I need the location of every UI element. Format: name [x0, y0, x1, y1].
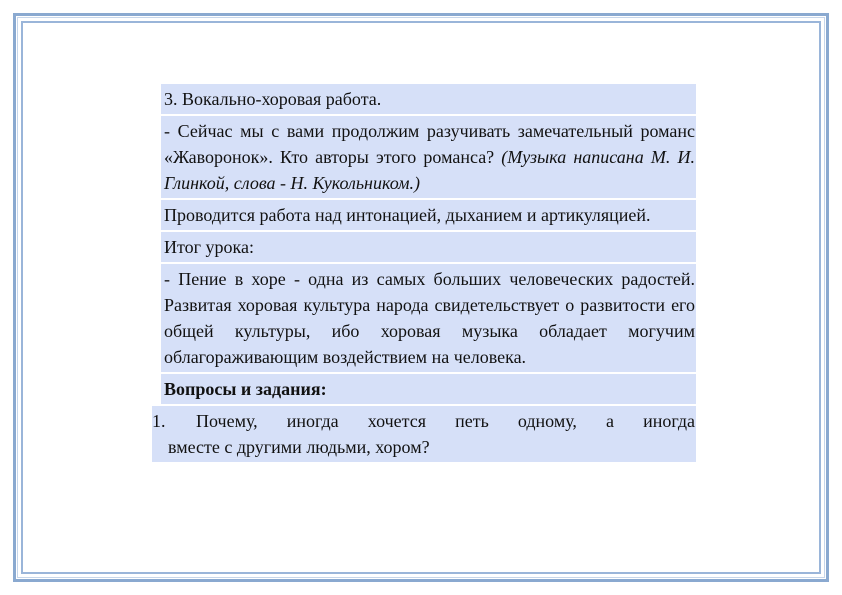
- section-heading-questions: Вопросы и задания:: [161, 374, 696, 404]
- list-text-line-2: вместе с другими людьми, хором?: [168, 437, 430, 457]
- paragraph-romance-question: [161, 116, 696, 198]
- paragraph-work-description: Проводится работа над интонацией, дыханием и артикуляцией.: [161, 200, 696, 230]
- document-body: [152, 84, 696, 462]
- answer-italic: (Музыка написана М. И. Глинкой, слова - Н. Кукольником.): [164, 147, 695, 193]
- question-text: - Сейчас мы с вами продолжим разучивать замечательный романс «Жаворонок». Кто авторы этого романса?: [164, 121, 695, 167]
- paragraph-summary: - Пение в хоре - одна из самых больших человеческих радостей. Развитая хоровая культура народа свидетельствует о развитости его общей культуры, ибо хоровая музыка обладает могучим облагораживающим воздействием на человека.: [161, 264, 696, 372]
- list-item: [152, 406, 696, 462]
- section-heading-vocal-work: 3. Вокально-хоровая работа.: [161, 84, 696, 114]
- list-number: 1.: [152, 411, 166, 431]
- section-heading-lesson-summary: Итог урока:: [161, 232, 696, 262]
- list-text-line-1: Почему, иногда хочется петь одному, а иногда: [196, 411, 695, 431]
- list-text: [168, 408, 695, 460]
